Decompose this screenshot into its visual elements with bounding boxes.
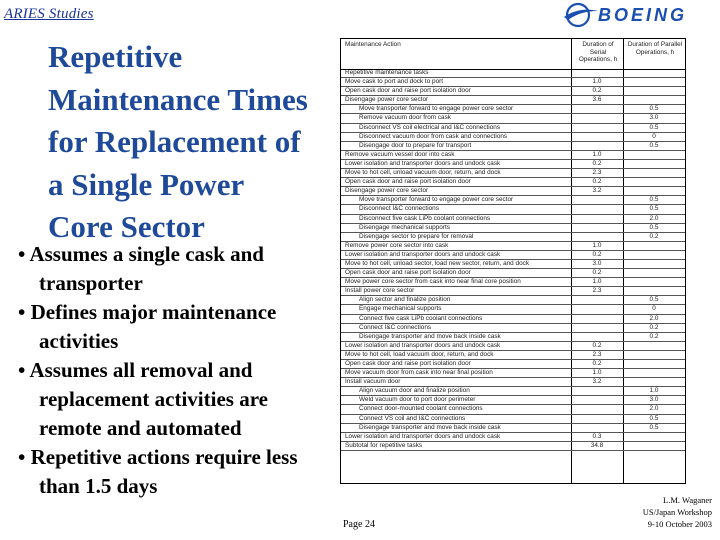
table-row (341, 360, 685, 369)
row-action: Lower isolation and transporter doors and undock cask (345, 432, 501, 440)
row-action: Lower isolation and transporter doors and undock cask (345, 341, 501, 349)
table-row (341, 215, 685, 224)
row-action: Move vacuum door from cask into near final position (345, 369, 493, 377)
row-action: Install vacuum door (345, 378, 401, 386)
row-parallel-hours: 0.5 (649, 223, 659, 231)
row-parallel-hours: 0.5 (649, 196, 659, 204)
row-action: Disengage power core sector (345, 96, 429, 104)
row-action: Disengage sector to prepare for removal (359, 232, 474, 240)
row-action: Move power core sector from cask into near final core position (345, 278, 521, 286)
table-row (341, 224, 685, 233)
table-row (341, 287, 685, 296)
top-banner (0, 0, 720, 30)
table-body (341, 69, 685, 451)
row-action: Subtotal for repetitive tasks (345, 441, 423, 449)
row-serial-hours: 2.3 (592, 169, 602, 177)
row-parallel-hours: 2.0 (649, 214, 659, 222)
table-row (341, 151, 685, 160)
row-action: Move to hot cell, unload vacuum door, return, and dock (345, 169, 501, 177)
credit-block (572, 494, 712, 530)
table-row (341, 78, 685, 87)
row-action: Align sector and finalize position (359, 296, 451, 304)
boeing-logo (560, 2, 710, 28)
row-action: Open cask door and raise port isolation door (345, 360, 471, 367)
credit-line: US/Japan Workshop (642, 507, 712, 517)
row-serial-hours: 0.2 (592, 250, 602, 258)
table-row (341, 124, 685, 133)
table-row (341, 333, 685, 342)
row-parallel-hours: 0 (652, 132, 656, 140)
bullet-item: • Defines major maintenance activities (18, 300, 277, 353)
row-parallel-hours: 2.0 (649, 314, 659, 322)
table-row (341, 242, 685, 251)
row-serial-hours: 3.6 (592, 96, 602, 104)
row-action: Move transporter forward to engage power core sector (359, 105, 514, 113)
table-row (341, 342, 685, 351)
table-row (341, 178, 685, 187)
row-action: Disconnect VS coil electrical and I&C connections (359, 123, 501, 131)
row-action: Install power core sector (345, 287, 415, 295)
row-serial-hours: 0.2 (592, 360, 602, 367)
row-serial-hours: 1.0 (592, 278, 602, 286)
credit-line: 9-10 October 2003 (647, 519, 712, 529)
page-number: Page 24 (343, 519, 375, 530)
table-row (341, 351, 685, 360)
table-header (341, 39, 685, 70)
table-row (341, 396, 685, 405)
title-line: for Replacement of (48, 124, 301, 159)
row-serial-hours: 3.2 (592, 187, 602, 195)
table-row (341, 296, 685, 305)
table-row (341, 415, 685, 424)
row-action: Disengage power core sector (345, 187, 429, 195)
table-row (341, 169, 685, 178)
table-row (341, 405, 685, 414)
row-parallel-hours: 0.5 (649, 123, 659, 131)
row-action: Disconnect I&C connections (359, 205, 439, 213)
table-row (341, 260, 685, 269)
row-parallel-hours: 0.5 (649, 423, 659, 431)
row-serial-hours: 2.3 (592, 287, 602, 295)
row-action: Move to hot cell, unload sector, load new sector, return, and dock (345, 259, 530, 267)
row-serial-hours: 0.2 (592, 87, 602, 95)
row-action: Repetitive maintenance tasks (345, 69, 429, 76)
table-row (341, 433, 685, 442)
title-line: Core Sector (48, 209, 205, 244)
row-serial-hours: 0.2 (592, 269, 602, 277)
title-line: Maintenance Times (48, 81, 308, 117)
row-parallel-hours: 0.5 (649, 296, 659, 304)
row-serial-hours: 1.0 (592, 150, 602, 158)
row-serial-hours: 1.0 (592, 241, 602, 249)
row-parallel-hours: 3.0 (649, 114, 659, 122)
bullet-item: • Repetitive actions require less than 1.5 days (18, 445, 298, 498)
row-parallel-hours: 0.5 (649, 141, 659, 149)
row-action: Move cask to port and dock to port (345, 78, 444, 86)
row-action: Connect five cask LiPb coolant connections (359, 314, 483, 322)
table-row (341, 233, 685, 242)
row-serial-hours: 34.8 (590, 441, 604, 449)
row-action: Connect I&C connections (359, 323, 432, 331)
table-row (341, 442, 685, 451)
row-serial-hours: 0.2 (592, 341, 602, 349)
row-action: Disengage door to prepare for transport (359, 141, 472, 149)
row-serial-hours: 0.2 (592, 159, 602, 167)
table-row (341, 387, 685, 396)
credit-line: L.M. Waganer (663, 495, 712, 505)
row-parallel-hours: 0.2 (649, 332, 659, 340)
table-row (341, 369, 685, 378)
row-serial-hours: 1.0 (592, 78, 602, 86)
table-row (341, 315, 685, 324)
row-action: Open cask door and raise port isolation door (345, 269, 471, 277)
header-parallel: Duration of Parallel Operations, h (627, 41, 683, 56)
row-action: Move transporter forward to engage power core sector (359, 196, 514, 204)
table-row (341, 278, 685, 287)
row-serial-hours: 1.0 (592, 369, 602, 377)
row-action: Connect door-mounted coolant connections (359, 405, 483, 413)
header-serial: Duration of Serial Operations, h (578, 41, 618, 63)
table-row (341, 187, 685, 196)
row-action: Remove power core sector into cask (345, 241, 449, 249)
table-row (341, 378, 685, 387)
row-parallel-hours: 0.2 (649, 323, 659, 331)
row-parallel-hours: 0.5 (649, 414, 659, 422)
title-line: a Single Power (48, 166, 245, 202)
row-parallel-hours: 3.0 (649, 396, 659, 404)
row-serial-hours: 3.2 (592, 378, 602, 386)
bullet-item: • Assumes a single cask and transporter (18, 242, 264, 295)
table-row (341, 87, 685, 96)
row-action: Disengage transporter and move back inside cask (359, 423, 501, 431)
row-action: Disconnect vacuum door from cask and connections (359, 132, 508, 140)
row-parallel-hours: 1.0 (649, 387, 659, 395)
row-action: Connect VS coil and I&C connections (359, 414, 466, 422)
table-row (341, 205, 685, 214)
row-parallel-hours: 0.5 (649, 205, 659, 213)
row-serial-hours: 2.3 (592, 350, 602, 358)
header-action: Maintenance Action (345, 41, 401, 48)
bullet-list (18, 240, 328, 501)
row-action: Open cask door and raise port isolation door (345, 87, 471, 95)
bullet-item: • Assumes all removal and replacement activities are remote and automated (18, 358, 268, 440)
table-row (341, 96, 685, 105)
table-row (341, 142, 685, 151)
row-serial-hours: 0.3 (592, 432, 602, 440)
boeing-logo-icon (560, 2, 600, 28)
row-action: Lower isolation and transporter doors and undock cask (345, 159, 501, 167)
logo-wordmark: BOEING (598, 5, 688, 25)
row-parallel-hours: 2.0 (649, 405, 659, 413)
table-row (341, 196, 685, 205)
row-action: Move to hot cell, load vacuum door, return, and dock (345, 350, 494, 358)
row-parallel-hours: 0 (652, 305, 656, 313)
row-action: Weld vacuum door to port door perimeter (359, 396, 476, 404)
table-row (341, 269, 685, 278)
table-row (341, 324, 685, 333)
table-row (341, 424, 685, 433)
row-action: Disengage mechanical supports (359, 223, 450, 231)
row-action: Align vacuum door and finalize position (359, 387, 470, 395)
row-action: Remove vacuum vessel door into cask (345, 150, 455, 158)
row-action: Open cask door and raise port isolation door (345, 178, 471, 186)
table-row (341, 133, 685, 142)
title-line: Repetitive (48, 39, 183, 74)
maintenance-table (340, 38, 686, 484)
table-row (341, 305, 685, 314)
brand-label: ARIES Studies (4, 6, 94, 22)
table-row (341, 69, 685, 78)
row-parallel-hours: 0.2 (649, 232, 659, 240)
row-action: Disengage transporter and move back inside cask (359, 332, 501, 340)
row-parallel-hours: 0.5 (649, 105, 659, 113)
table-row (341, 251, 685, 260)
row-action: Remove vacuum door from cask (359, 114, 451, 122)
row-action: Lower isolation and transporter doors and undock cask (345, 250, 501, 258)
table-row (341, 114, 685, 123)
row-action: Engage mechanical supports (359, 305, 442, 313)
row-serial-hours: 3.0 (592, 259, 602, 267)
slide-title (48, 36, 328, 249)
table-row (341, 160, 685, 169)
row-serial-hours: 0.2 (592, 178, 602, 186)
row-action: Disconnect five cask LiPb coolant connections (359, 214, 491, 222)
table-row (341, 105, 685, 114)
